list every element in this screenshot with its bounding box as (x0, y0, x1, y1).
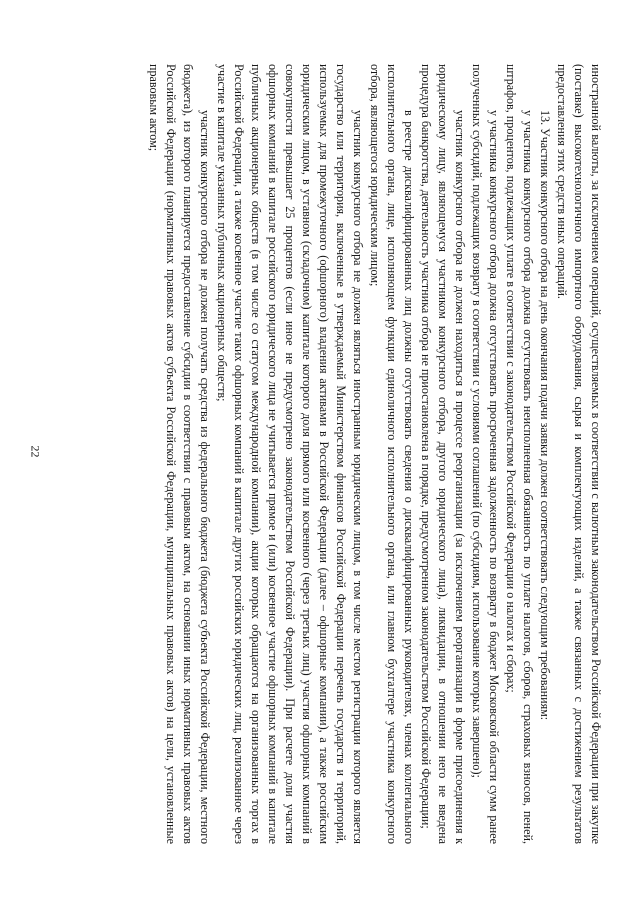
paragraph: у участника конкурсного отбора должна отсутствовать неисполненная обязанность по уплате налогов, сборов, страховых взносов, пеней, штрафов, процентов, подлежащих уплате в соответствии с законодательством Российской Федерации о налогах и сборах; (503, 64, 535, 844)
paragraph: 13. Участник конкурсного отбора на день окончания подачи заявки должен соответствовать следующим требованиям: (537, 110, 552, 721)
paragraph: в реестре дисквалифицированных лиц должны отсутствовать сведения о дисквалифицированных руководителях, членах коллегиального исполнительного органа, лице, исполняющем функции единоличного исполнительного органа, или главном бухгалтере участника конкурсного отбора, являющегося юридическим лицом; (367, 64, 416, 844)
paragraph: у участника конкурсного отбора должна отсутствовать просроченная задолженность по возврату в бюджет Московской области сумм ранее полученных субсидий, подлежащих возврату в соответствии с условиями соглашений (по субсидиям, использование которых завершено); (469, 64, 501, 844)
paragraph: участник конкурсного отбора не должен являться иностранным юридическим лицом, в том числе местом регистрации которого является государство или территория, включенные в утверждаемый Министерством финансов Российской Федерации перечень государств и территорий, используемых для промежуточного (офшорного) владения активами в Российской Федерации (далее – офшорные компании), а также российским юридическим лицом, в уставном (складочном) капитале которого доля прямого или косвенного (через третьих лиц) участия офшорных компаний в совокупности превышает 25 процентов (если иное не предусмотрено законодательством Российской Федерации). При расчете доли участия офшорных компаний в капитале российского юридического лица не учитывается прямое и (или) косвенное участие офшорных компаний в капитале публичных акционерных обществ (в том числе со статусом международной компании), акции которых обращаются на организованных торгах в Российской Федерации, а также косвенное участие таких офшорных компаний в капитале других российских юридических лиц, реализованное через участие в капитале указанных публичных акционерных обществ; (214, 64, 365, 844)
paragraph: иностранной валюты, за исключением операций, осуществляемых в соответствии с валютным законодательством Российской Федерации при закупке (поставке) высокотехнологичного импортного оборудования, сырья и комплектующих изделий, а также связанных с достижением результатов предоставления этих средств иных операций. (554, 64, 603, 844)
paragraph: участник конкурсного отбора не должен получать средства из федерального бюджета (бюджета субъекта Российской Федерации, местного бюджета), из которого планируется предоставление субсидии в соответствии с правовым актом, на основании иных нормативных правовых актов Российской Федерации (нормативных правовых актов субъекта Российской Федерации, муниципальных правовых актов) на цели, установленные правовым актом; (146, 64, 212, 844)
page-number: 22 (28, 445, 43, 458)
document-body (145, 64, 604, 844)
paragraph: участник конкурсного отбора не должен находиться в процессе реорганизации (за исключением реорганизации в форме присоединения к юридическому лицу, являющемуся участником конкурсного отбора, другого юридического лица), ликвидации, в отношении него не введена процедура банкротства, деятельность участника отбора не приостановлена в порядке, предусмотренном законодательством Российской Федерации; (418, 64, 467, 844)
